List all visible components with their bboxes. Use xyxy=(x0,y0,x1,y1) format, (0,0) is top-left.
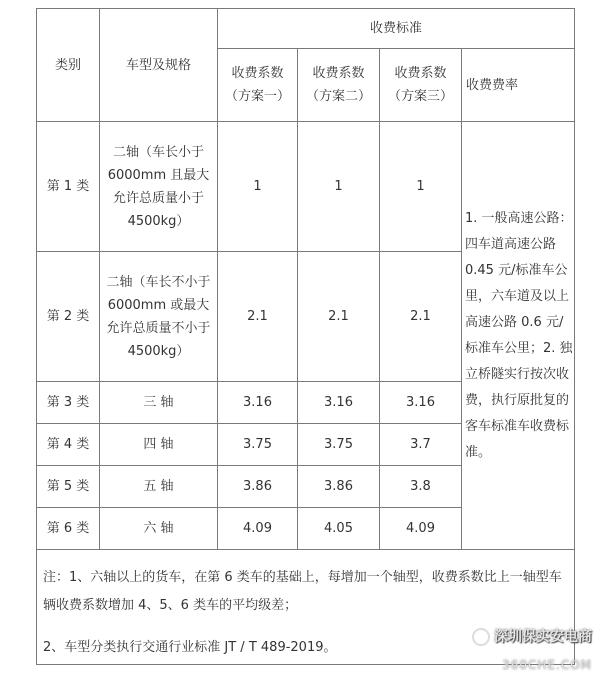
note-2: 2、车型分类执行交通行业标准 JT / T 489-2019。 xyxy=(43,640,337,655)
row-coef-2: 1 xyxy=(298,122,380,252)
row-coef-2: 4.05 xyxy=(298,508,380,550)
row-coef-2: 3.75 xyxy=(298,424,380,466)
row-vehicle-type: 四 轴 xyxy=(100,424,218,466)
note-1: 注：1、六轴以上的货车，在第 6 类车的基础上，每增加一个轴型，收费系数比上一轴型车辆收费系数增加 4、5、6 类车的平均级差； xyxy=(43,570,562,613)
notes-cell xyxy=(37,550,575,665)
fee-standard-table xyxy=(36,8,575,665)
header-category: 类别 xyxy=(37,9,100,122)
row-vehicle-type: 二轴（车长不小于 6000mm 或最大允许总质量不小于 4500kg） xyxy=(100,252,218,382)
row-coef-3: 3.8 xyxy=(380,466,462,508)
row-category: 第 6 类 xyxy=(37,508,100,550)
header-vehicle-type: 车型及规格 xyxy=(100,9,218,122)
row-coef-3: 4.09 xyxy=(380,508,462,550)
header-rate: 收费费率 xyxy=(462,49,575,122)
row-coef-3: 2.1 xyxy=(380,252,462,382)
row-vehicle-type: 六 轴 xyxy=(100,508,218,550)
watermark-site: 360CHE.COM xyxy=(502,658,592,672)
row-coef-2: 2.1 xyxy=(298,252,380,382)
row-coef-1: 3.75 xyxy=(218,424,298,466)
wechat-icon xyxy=(472,628,490,646)
header-coef-plan-2: 收费系数（方案二） xyxy=(298,49,380,122)
row-coef-3: 1 xyxy=(380,122,462,252)
table-row xyxy=(37,122,575,252)
row-category: 第 4 类 xyxy=(37,424,100,466)
header-coef-plan-3: 收费系数（方案三） xyxy=(380,49,462,122)
row-category: 第 5 类 xyxy=(37,466,100,508)
row-coef-1: 3.86 xyxy=(218,466,298,508)
row-coef-2: 3.86 xyxy=(298,466,380,508)
watermark-text: 深圳保实安电商 xyxy=(494,629,592,645)
row-category: 第 2 类 xyxy=(37,252,100,382)
row-coef-2: 3.16 xyxy=(298,382,380,424)
row-vehicle-type: 三 轴 xyxy=(100,382,218,424)
row-category: 第 3 类 xyxy=(37,382,100,424)
header-fee-standard: 收费标准 xyxy=(218,9,575,49)
row-coef-1: 3.16 xyxy=(218,382,298,424)
row-coef-3: 3.16 xyxy=(380,382,462,424)
row-vehicle-type: 二轴（车长小于 6000mm 且最大允许总质量小于 4500kg） xyxy=(100,122,218,252)
watermark xyxy=(472,626,592,646)
header-coef-plan-1: 收费系数（方案一） xyxy=(218,49,298,122)
row-coef-1: 4.09 xyxy=(218,508,298,550)
row-coef-1: 2.1 xyxy=(218,252,298,382)
row-category: 第 1 类 xyxy=(37,122,100,252)
row-coef-3: 3.7 xyxy=(380,424,462,466)
row-vehicle-type: 五 轴 xyxy=(100,466,218,508)
row-coef-1: 1 xyxy=(218,122,298,252)
rate-cell: 1. 一般高速公路：四车道高速公路 0.45 元/标准车公里，六车道及以上高速公路 0.6 元/ 标准车公里；2. 独立桥隧实行按次收费，执行原批复的客车标准车收费标准。 xyxy=(462,122,575,550)
